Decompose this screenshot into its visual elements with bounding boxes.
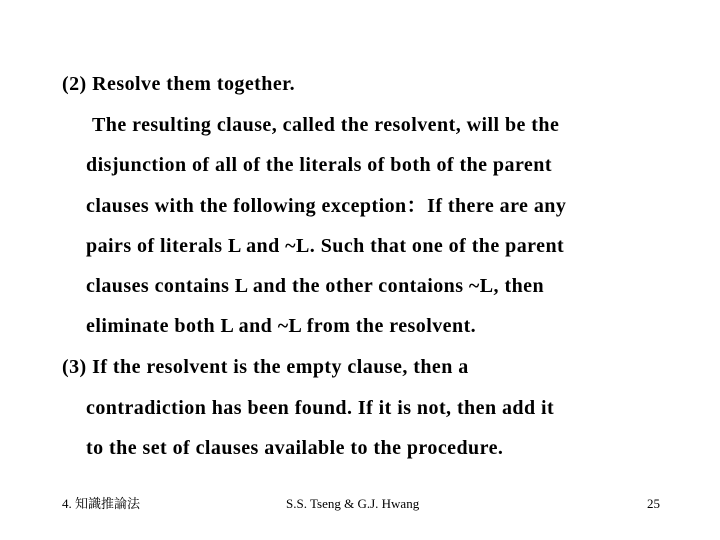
step3-line-1: contradiction has been found. If it is not, then add it [86,397,555,419]
step2-heading: (2) Resolve them together. [62,73,296,95]
step2-line-1: The resulting clause, called the resolvent, will be the [92,114,560,136]
step2-line-6: eliminate both L and ~L from the resolvent. [86,315,477,337]
step3-line-2: to the set of clauses available to the procedure. [86,437,504,459]
footer-authors: S.S. Tseng & G.J. Hwang [286,496,420,511]
footer-section: 4. 知識推論法 [62,496,141,511]
step2-line-3: clauses with the following exception：If there are any [86,195,567,217]
step2-line-4: pairs of literals L and ~L. Such that one of the parent [86,235,565,257]
step2-line-2: disjunction of all of the literals of both of the parent [86,154,552,176]
step3-heading: (3) If the resolvent is the empty clause, then a [62,356,469,378]
step2-line-5: clauses contains L and the other contaions ~L, then [86,275,545,297]
footer-page-number: 25 [647,496,660,511]
